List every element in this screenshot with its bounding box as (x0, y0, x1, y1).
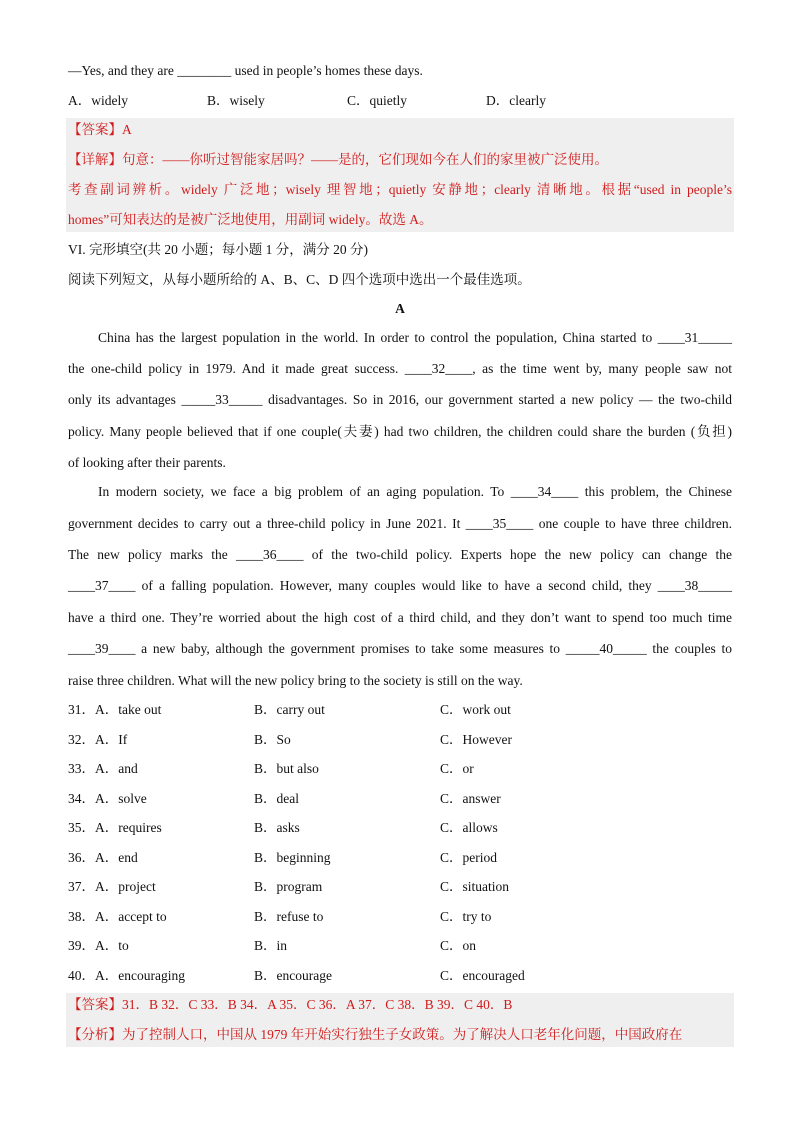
question-31-option-a: 31．A．take out (68, 702, 162, 717)
question-31-option-b: B．carry out (254, 702, 325, 717)
question-35-option-c: C．allows (440, 820, 498, 835)
question-35-option-a: 35．A．requires (68, 820, 162, 835)
passage-line: raise three children. What will the new policy bring to the society is still on the way. (68, 673, 523, 688)
question-37-option-b: B．program (254, 879, 323, 894)
question-33-option-b: B．but also (254, 761, 319, 776)
question-38-option-c: C．try to (440, 909, 492, 924)
question-prompt: —Yes, and they are ________ used in people’s homes these days. (68, 63, 423, 78)
cloze-answers: 【答案】31．B 32．C 33．B 34．A 35．C 36．A 37．C 38．B 39．C 40．B (68, 997, 513, 1012)
question-33-option-a: 33．A．and (68, 761, 138, 776)
passage-line: The new policy marks the ____36____ of the two-child policy. Experts hope the new policy can change the (68, 547, 732, 562)
answer-label: 【答案】A (68, 122, 132, 137)
question-32-option-c: C．However (440, 732, 512, 747)
passage-line: ____39____ a new baby, although the government promises to take some measures to _____40_____ the couples to (68, 641, 732, 656)
passage-line: only its advantages _____33_____ disadvantages. So in 2016, our government started a new policy — the two-child (68, 392, 732, 407)
question-37-option-c: C．situation (440, 879, 510, 894)
question-36-option-c: C．period (440, 850, 497, 865)
passage-line: have a third one. They’re worried about the high cost of a third child, and they don’t want to spend too much time (68, 610, 732, 625)
passage-line: of looking after their parents. (68, 455, 226, 470)
question-38-option-a: 38．A．accept to (68, 909, 167, 924)
question-40-option-c: C．encouraged (440, 968, 525, 983)
option-c: C．quietly (347, 93, 407, 108)
passage-line: ____37____ of a falling population. However, many couples would like to have a second child, they ____38_____ (68, 578, 732, 593)
question-32-option-b: B．So (254, 732, 291, 747)
question-39-option-b: B．in (254, 938, 288, 953)
question-36-option-b: B．beginning (254, 850, 331, 865)
passage-label: A (395, 301, 405, 316)
question-32-option-a: 32．A．If (68, 732, 128, 747)
cloze-analysis: 【分析】为了控制人口，中国从 1979 年开始实行独生子女政策。为了解决人口老年化问题，中国政府在 (68, 1027, 683, 1042)
question-39-option-c: C．on (440, 938, 477, 953)
question-35-option-b: B．asks (254, 820, 300, 835)
option-d: D．clearly (486, 93, 546, 108)
question-40-option-b: B．encourage (254, 968, 332, 983)
explanation-line-2: 考查副词辨析。widely 广泛地；wisely 理智地；quietly 安静地；clearly 清晰地。根据“used in people’s (68, 182, 732, 197)
passage-line: government decides to carry out a three-child policy in June 2021. It ____35____ one couple to have three children. (68, 516, 732, 531)
explanation-line-1: 【详解】句意：——你听过智能家居吗？——是的，它们现如今在人们的家里被广泛使用。 (68, 152, 608, 167)
passage-line: policy. Many people believed that if one couple(夫妻) had two children, the children could share the burden (负担) (68, 424, 732, 439)
question-40-option-a: 40．A．encouraging (68, 968, 185, 983)
question-39-option-a: 39．A．to (68, 938, 129, 953)
question-33-option-c: C．or (440, 761, 474, 776)
option-b: B．wisely (207, 93, 265, 108)
question-31-option-c: C．work out (440, 702, 511, 717)
question-37-option-a: 37．A．project (68, 879, 156, 894)
explanation-line-3: homes”可知表达的是被广泛地使用，用副词 widely。故选 A。 (68, 212, 433, 227)
question-34-option-a: 34．A．solve (68, 791, 147, 806)
passage-line: In modern society, we face a big problem of an aging population. To ____34____ this problem, the Chinese (98, 484, 732, 499)
option-a: A．widely (68, 93, 128, 108)
question-38-option-b: B．refuse to (254, 909, 324, 924)
question-36-option-a: 36．A．end (68, 850, 138, 865)
question-34-option-c: C．answer (440, 791, 501, 806)
passage-line: China has the largest population in the world. In order to control the population, China started to ____31_____ (98, 330, 732, 345)
section-title: VI. 完形填空(共 20 小题；每小题 1 分，满分 20 分) (68, 242, 368, 257)
passage-line: the one-child policy in 1979. And it made great success. ____32____, as the time went by, many people saw not (68, 361, 732, 376)
section-instruction: 阅读下列短文，从每小题所给的 A、B、C、D 四个选项中选出一个最佳选项。 (68, 272, 531, 287)
question-34-option-b: B．deal (254, 791, 299, 806)
